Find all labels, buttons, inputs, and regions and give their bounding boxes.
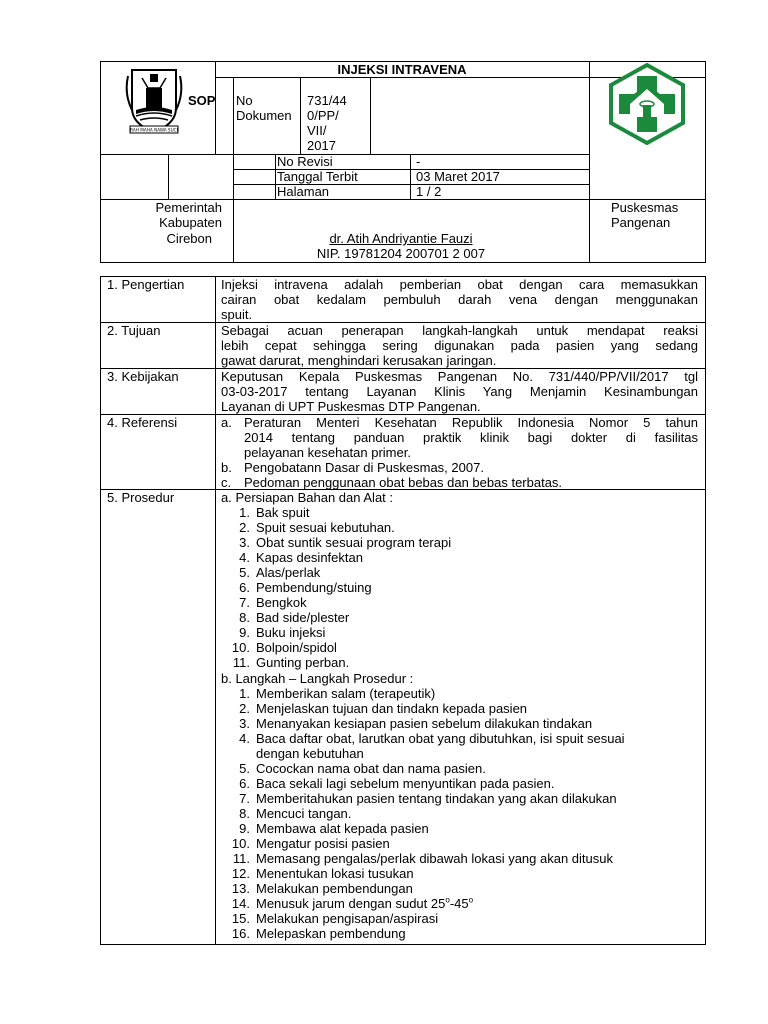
signatory-nip: NIP. 19781204 200701 2 007 — [316, 246, 486, 261]
doc-no-value-4: 2017 — [307, 138, 336, 153]
date-label: Tanggal Terbit — [277, 169, 358, 184]
doc-no-label-1: No — [236, 93, 253, 108]
list-item-continuation: dengan kebutuhan — [256, 746, 364, 761]
list-item: 8. Bad side/plester — [239, 610, 350, 625]
list-item: 7. Memberitahukan pasien tentang tindakan yang akan dilakukan — [239, 791, 617, 806]
list-item: 11. Memasang pengalas/perlak dibawah lokasi yang akan ditusuk — [232, 851, 613, 866]
prosedur-b-list — [230, 686, 698, 941]
row-label-kebijakan: 3. Kebijakan — [107, 369, 179, 384]
left-org-line-3: Cirebon — [166, 231, 212, 246]
kabupaten-cirebon-logo — [122, 64, 186, 138]
revision-label: No Revisi — [277, 154, 333, 169]
list-item: 8. Mencuci tangan. — [239, 806, 352, 821]
row-text-pengertian: Injeksi intravena adalah pemberian obat dengan cara memasukkan cairan obat kedalam pembuluh darah vena dengan menggunakan spuit. — [221, 277, 698, 322]
row-text-kebijakan: Keputusan Kepala Puskesmas Pangenan No. 731/440/PP/VII/2017 tgl 03-03-2017 tentang Layanan Klinis Yang Menjamin Kesinambungan Layanan di UPT Puskesmas DTP Pangenan. — [221, 369, 698, 414]
date-value: 03 Maret 2017 — [416, 169, 500, 184]
list-item: 2. Menjelaskan tujuan dan tindakn kepada pasien — [239, 701, 528, 716]
puskesmas-logo — [606, 63, 688, 145]
list-item: 7. Bengkok — [239, 595, 307, 610]
list-item: 6. Baca sekali lagi sebelum menyuntikan pada pasien. — [239, 776, 555, 791]
row-label-tujuan: 2. Tujuan — [107, 323, 161, 338]
list-item: 1. Memberikan salam (terapeutik) — [239, 686, 436, 701]
list-item: 4. Baca daftar obat, larutkan obat yang dibutuhkan, isi spuit sesuai — [239, 731, 625, 746]
list-item: 2. Spuit sesuai kebutuhan. — [239, 520, 395, 535]
left-org-line-1: Pemerintah — [155, 200, 222, 215]
document-title: INJEKSI INTRAVENA — [337, 62, 467, 77]
doc-no-value-1: 731/44 — [307, 93, 347, 108]
list-item: 3. Obat suntik sesuai program terapi — [239, 535, 452, 550]
list-item: 10. Mengatur posisi pasien — [231, 836, 390, 851]
right-org-line-2: Pangenan — [611, 215, 671, 230]
referensi-b-text: Pengobatann Dasar di Puskesmas, 2007. — [244, 460, 484, 475]
list-item: 9. Buku injeksi — [239, 625, 326, 640]
signatory-name: dr. Atih Andriyantie Fauzi — [329, 231, 473, 246]
prosedur-b-heading: b. Langkah – Langkah Prosedur : — [221, 671, 414, 686]
referensi-c-text: Pedoman penggunaan obat bebas dan bebas terbatas. — [244, 475, 563, 490]
list-item: 4. Kapas desinfektan — [239, 550, 363, 565]
row-label-referensi: 4. Referensi — [107, 415, 178, 430]
list-item: 16. Melepaskan pembendung — [231, 926, 406, 941]
row-label-pengertian: 1. Pengertian — [107, 277, 185, 292]
list-item: 6. Pembendung/stuing — [239, 580, 372, 595]
list-item: 9. Membawa alat kepada pasien — [239, 821, 429, 836]
referensi-a-mark: a. — [221, 415, 232, 430]
doc-no-value-2: 0/PP/ — [307, 108, 339, 123]
doc-no-label-2: Dokumen — [236, 108, 292, 123]
list-item: 14. Menusuk jarum dengan sudut 25$^o$-45$^o$ — [231, 895, 474, 911]
sop-label: SOP — [188, 93, 216, 108]
list-item: 3. Menanyakan kesiapan pasien sebelum dilakukan tindakan — [239, 716, 593, 731]
row-text-tujuan: Sebagai acuan penerapan langkah-langkah untuk mendapat reaksi lebih cepat sehingga sering digunakan pada pasien yang sedang gawat darurat, menghindari kerusakan jaringan. — [221, 323, 698, 368]
list-item: 11. Gunting perban. — [232, 655, 350, 670]
list-item: 5. Cocockan nama obat dan nama pasien. — [239, 761, 486, 776]
list-item: 1. Bak spuit — [239, 505, 310, 520]
svg-text:RAH MAHA NAWA SUCI: RAH MAHA NAWA SUCI — [130, 127, 178, 133]
row-label-prosedur: 5. Prosedur — [107, 490, 175, 505]
prosedur-a-heading: a. Persiapan Bahan dan Alat : — [221, 490, 394, 505]
right-org-line-1: Puskesmas — [611, 200, 679, 215]
referensi-a-text: Peraturan Menteri Kesehatan Republik Indonesia Nomor 5 tahun 2014 tentang panduan praktik klinik bagi dokter di fasilitas pelayanan kesehatan primer. — [244, 415, 698, 460]
prosedur-a-list — [230, 505, 690, 670]
referensi-b-mark: b. — [221, 460, 232, 475]
referensi-c-mark: c. — [221, 475, 232, 490]
doc-no-value-3: VII/ — [307, 123, 327, 138]
left-org-line-2: Kabupaten — [159, 215, 222, 230]
revision-value: - — [416, 154, 421, 169]
page-label: Halaman — [277, 184, 330, 199]
list-item: 10. Bolpoin/spidol — [231, 640, 337, 655]
list-item: 15. Melakukan pengisapan/aspirasi — [231, 911, 439, 926]
page-value: 1 / 2 — [416, 184, 442, 199]
list-item: 12. Menentukan lokasi tusukan — [231, 866, 414, 881]
list-item: 13. Melakukan pembendungan — [231, 881, 413, 896]
list-item: 5. Alas/perlak — [239, 565, 321, 580]
